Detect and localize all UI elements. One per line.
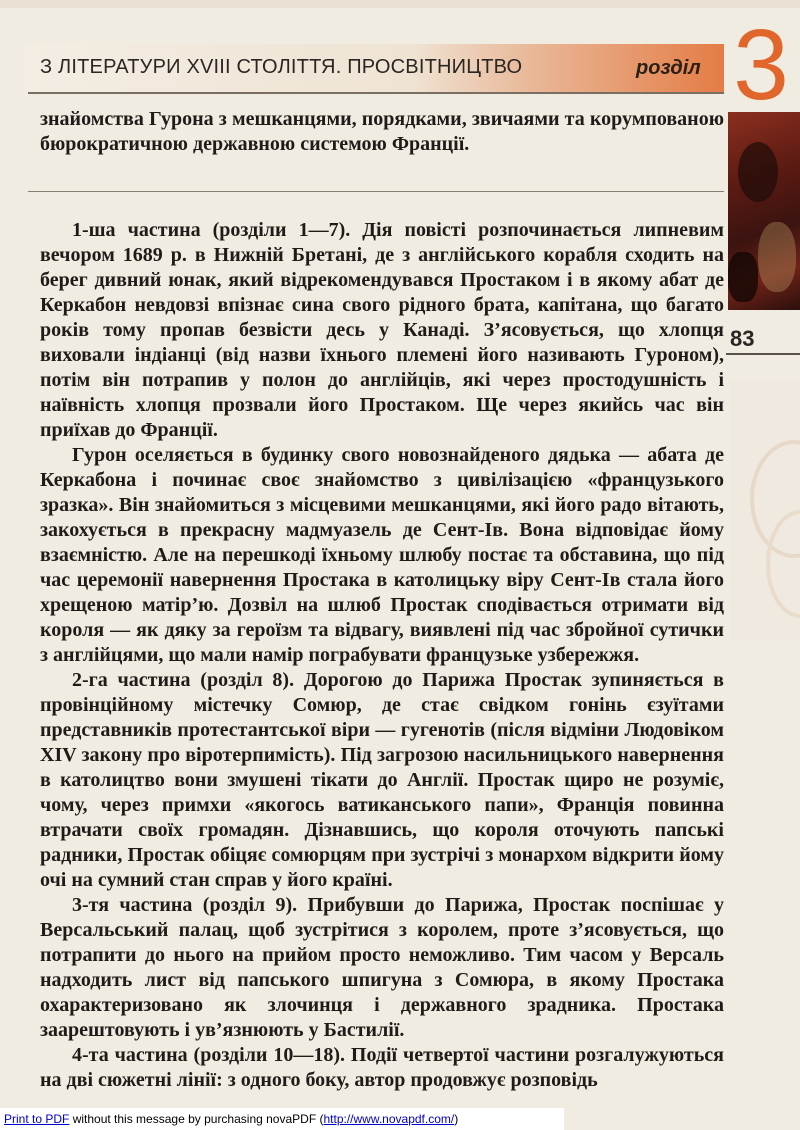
novapdf-footer <box>0 1108 564 1130</box>
paragraph-lead: 3-тя частина (розділ 9). <box>72 894 298 916</box>
paragraph <box>40 218 724 443</box>
paragraph-lead: 2-га частина (розділ 8). <box>72 669 295 691</box>
intro-paragraph: знайомства Гурона з мешканцями, порядками, звичаями та корумпованою бюрократичною державною системою Франції. <box>40 108 724 155</box>
paragraph <box>40 443 724 668</box>
novapdf-url-link[interactable]: http://www.novapdf.com/ <box>323 1112 455 1126</box>
footer-end: ) <box>454 1112 459 1126</box>
illustration-shape <box>758 222 796 292</box>
page-number-rule <box>726 353 800 355</box>
section-word: розділ <box>636 57 701 79</box>
running-title: З ЛІТЕРАТУРИ XVIII СТОЛІТТЯ. ПРОСВІТНИЦТВО <box>40 56 523 78</box>
paragraph-text: Дорогою до Парижа Простак зупиняється в провінційному містечку Сомюр, де стає свідком гонінь єзуїтами представників протестантської віри — гугенотів (після відміни Людовіком XIV закону про віротерпимість). Під загрозою насильницького навернення в католицтво вони змушені тікати до Англії. Простак щиро не розуміє, чому, через примхи «якогось ватиканського папи», Франція повинна втрачати своїх громадян. Дізнавшись, що короля оточують папські радники, Простак обіцяє сомюрцям при зустрічі з монархом відкрити йому очі на сумний стан справ у його країні. <box>40 669 724 891</box>
paragraph-lead: 1-ша частина (розділи 1—7). <box>72 219 351 241</box>
side-illustration <box>728 112 800 310</box>
decorative-margin-ornament <box>730 380 800 640</box>
body-text <box>40 218 724 1093</box>
header-rule <box>28 92 724 94</box>
intro-divider <box>28 191 724 192</box>
paragraph <box>40 1043 724 1093</box>
top-strip <box>0 0 800 8</box>
footer-message: without this message by purchasing novaPDF ( <box>69 1112 324 1126</box>
paragraph-text: Гурон оселяється в будинку свого новознайденого дядька — абата де Керкабона і починає своє знайомство з цивілізацією «французького зразка». Він знайомиться з місцевими мешканцями, які його радо вітають, закохується в прекрасну мадмуазель де Сент-Ів. Вона відповідає йому взаємністю. Але на перешкоді їхньому шлюбу постає та обставина, що під час церемонії навернення Простака в католицьку віру Сент-Ів стала його хрещеною матір’ю. Дозвіл на шлюб Простак сподівається отримати від короля — як дяку за героїзм та відвагу, виявлені під час збройної сутички з англійцями, що мали намір пограбувати французьке узбережжя. <box>40 444 724 666</box>
illustration-shape <box>738 142 778 202</box>
paragraph-text: Події четвертої частини розгалужуються на дві сюжетні лінії: з одного боку, автор продовжує розповідь <box>40 1044 724 1091</box>
paragraph-text: Дія повісті розпочинається липневим вечором 1689 р. в Нижній Бретані, де з англійського корабля сходить на берег дивний юнак, який відрекомендувався Простаком і в якому абат де Керкабон невдовзі впізнає сина свого рідного брата, капітана, що багато років тому пропав безвісти десь у Канаді. З’ясовується, що хлопця виховали індіанці (від назви їхнього племені його називають Гуроном), потім він потрапив у полон до англійців, які через простодушність і наївність хлопця прозвали його Простаком. Ще через якийсь час він приїхав до Франції. <box>40 219 725 441</box>
paragraph-text: Прибувши до Парижа, Простак поспішає у Версальський палац, щоб зустрітися з королем, проте з’ясовується, що потрапити до нього на прийом просто неможливо. Тим часом у Версаль надходить лист від папського шпигуна з Сомюра, в якому Простака охарактеризовано як злочинця і державного зрадника. Простака заарештовують і ув’язнюють у Бастилії. <box>40 894 724 1041</box>
section-number: 3 <box>733 20 789 110</box>
print-to-pdf-link[interactable]: Print to PDF <box>4 1112 70 1126</box>
paragraph <box>40 893 724 1043</box>
paragraph <box>40 668 724 893</box>
illustration-shape <box>728 252 758 302</box>
paragraph-lead: 4-та частина (розділи 10—18). <box>72 1044 345 1066</box>
page-number: 83 <box>730 326 755 351</box>
